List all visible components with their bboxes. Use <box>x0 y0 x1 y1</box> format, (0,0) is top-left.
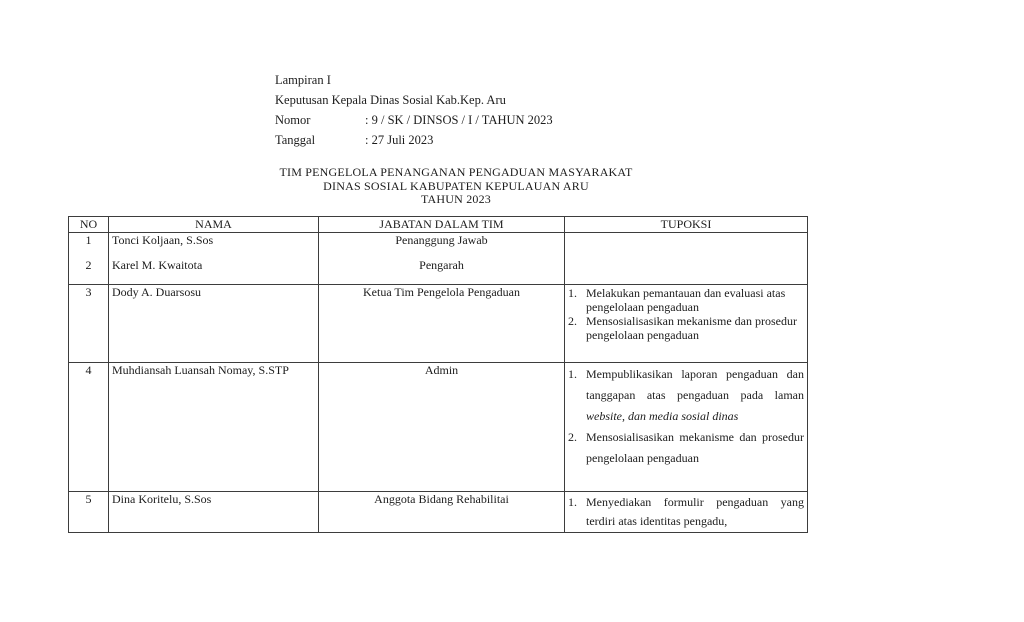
tupoksi-item-text: Mensosialisasikan mekanisme dan prosedur pengelolaan pengaduan <box>586 430 804 465</box>
cell-tupoksi-3 <box>565 285 808 363</box>
tupoksi-item <box>568 314 804 342</box>
letterhead <box>275 70 553 150</box>
tupoksi-item-text <box>586 364 804 427</box>
tupoksi-item-number: 2. <box>568 314 577 328</box>
table-row-5 <box>69 492 808 533</box>
title-line-2: DINAS SOSIAL KABUPATEN KEPULAUAN ARU <box>323 178 589 193</box>
tanggal-label: Tanggal <box>275 133 316 147</box>
cell-no-3: 3 <box>69 285 109 363</box>
cell-jabatan-4: Admin <box>319 363 565 492</box>
nomor-line <box>275 110 553 130</box>
tanggal-value: : 27 Juli 2023 <box>365 133 434 147</box>
col-header-tupoksi: TUPOKSI <box>565 217 808 233</box>
tupoksi-item <box>568 493 804 531</box>
col-header-no: NO <box>69 217 109 233</box>
jabatan-value-2: Pengarah <box>419 258 464 272</box>
tupoksi-item-number: 2. <box>568 430 577 444</box>
table-row-3 <box>69 285 808 363</box>
tupoksi-item-number: 1. <box>568 367 577 381</box>
table-header-row <box>69 217 808 233</box>
jabatan-value-1: Penanggung Jawab <box>395 233 488 247</box>
table-row-4 <box>69 363 808 492</box>
cell-no-1-2 <box>69 233 109 285</box>
tupoksi-item <box>568 364 804 427</box>
cell-nama-3: Dody A. Duarsosu <box>109 285 319 363</box>
nama-value-1: Tonci Koljaan, S.Sos <box>112 233 214 247</box>
cell-nama-1-2 <box>109 233 319 285</box>
tupoksi-text-italic: website, dan media sosial dinas <box>586 409 739 423</box>
tupoksi-item-text: Melakukan pemantauan dan evaluasi atas pengelolaan pengaduan <box>586 286 786 314</box>
nomor-value: : 9 / SK / DINSOS / I / TAHUN 2023 <box>365 113 553 127</box>
tupoksi-item-number: 1. <box>568 286 577 300</box>
col-header-jabatan: JABATAN DALAM TIM <box>319 217 565 233</box>
nama-value-2: Karel M. Kwaitota <box>112 258 203 272</box>
no-value-2: 2 <box>85 258 92 272</box>
table-row-1-2 <box>69 233 808 285</box>
tanggal-line <box>275 130 553 150</box>
tupoksi-text-plain: Mempublikasikan laporan pengaduan dan tanggapan atas pengaduan pada laman <box>586 367 804 402</box>
cell-jabatan-3: Ketua Tim Pengelola Pengaduan <box>319 285 565 363</box>
tupoksi-item <box>568 427 804 469</box>
lampiran-line: Lampiran I <box>275 73 331 87</box>
cell-jabatan-5: Anggota Bidang Rehabilitai <box>319 492 565 533</box>
no-value-1: 1 <box>85 233 92 247</box>
document-title <box>68 166 844 207</box>
nomor-label: Nomor <box>275 113 311 127</box>
cell-no-5: 5 <box>69 492 109 533</box>
cell-nama-5: Dina Koritelu, S.Sos <box>109 492 319 533</box>
tupoksi-item-number: 1. <box>568 495 577 509</box>
cell-jabatan-1-2 <box>319 233 565 285</box>
cell-nama-4: Muhdiansah Luansah Nomay, S.STP <box>109 363 319 492</box>
title-line-1: TIM PENGELOLA PENANGANAN PENGADUAN MASYARAKAT <box>279 165 633 179</box>
title-line-3: TAHUN 2023 <box>420 192 492 206</box>
keputusan-line: Keputusan Kepala Dinas Sosial Kab.Kep. Aru <box>275 93 506 107</box>
tupoksi-item-text: Menyediakan formulir pengaduan yang terdiri atas identitas pengadu, <box>586 495 804 528</box>
team-table <box>68 216 808 533</box>
cell-tupoksi-4 <box>565 363 808 492</box>
cell-no-4: 4 <box>69 363 109 492</box>
tupoksi-item-text: Mensosialisasikan mekanisme dan prosedur pengelolaan pengaduan <box>586 314 797 342</box>
col-header-nama: NAMA <box>109 217 319 233</box>
tupoksi-item <box>568 286 804 314</box>
cell-tupoksi-5 <box>565 492 808 533</box>
cell-tupoksi-1-2 <box>565 233 808 285</box>
